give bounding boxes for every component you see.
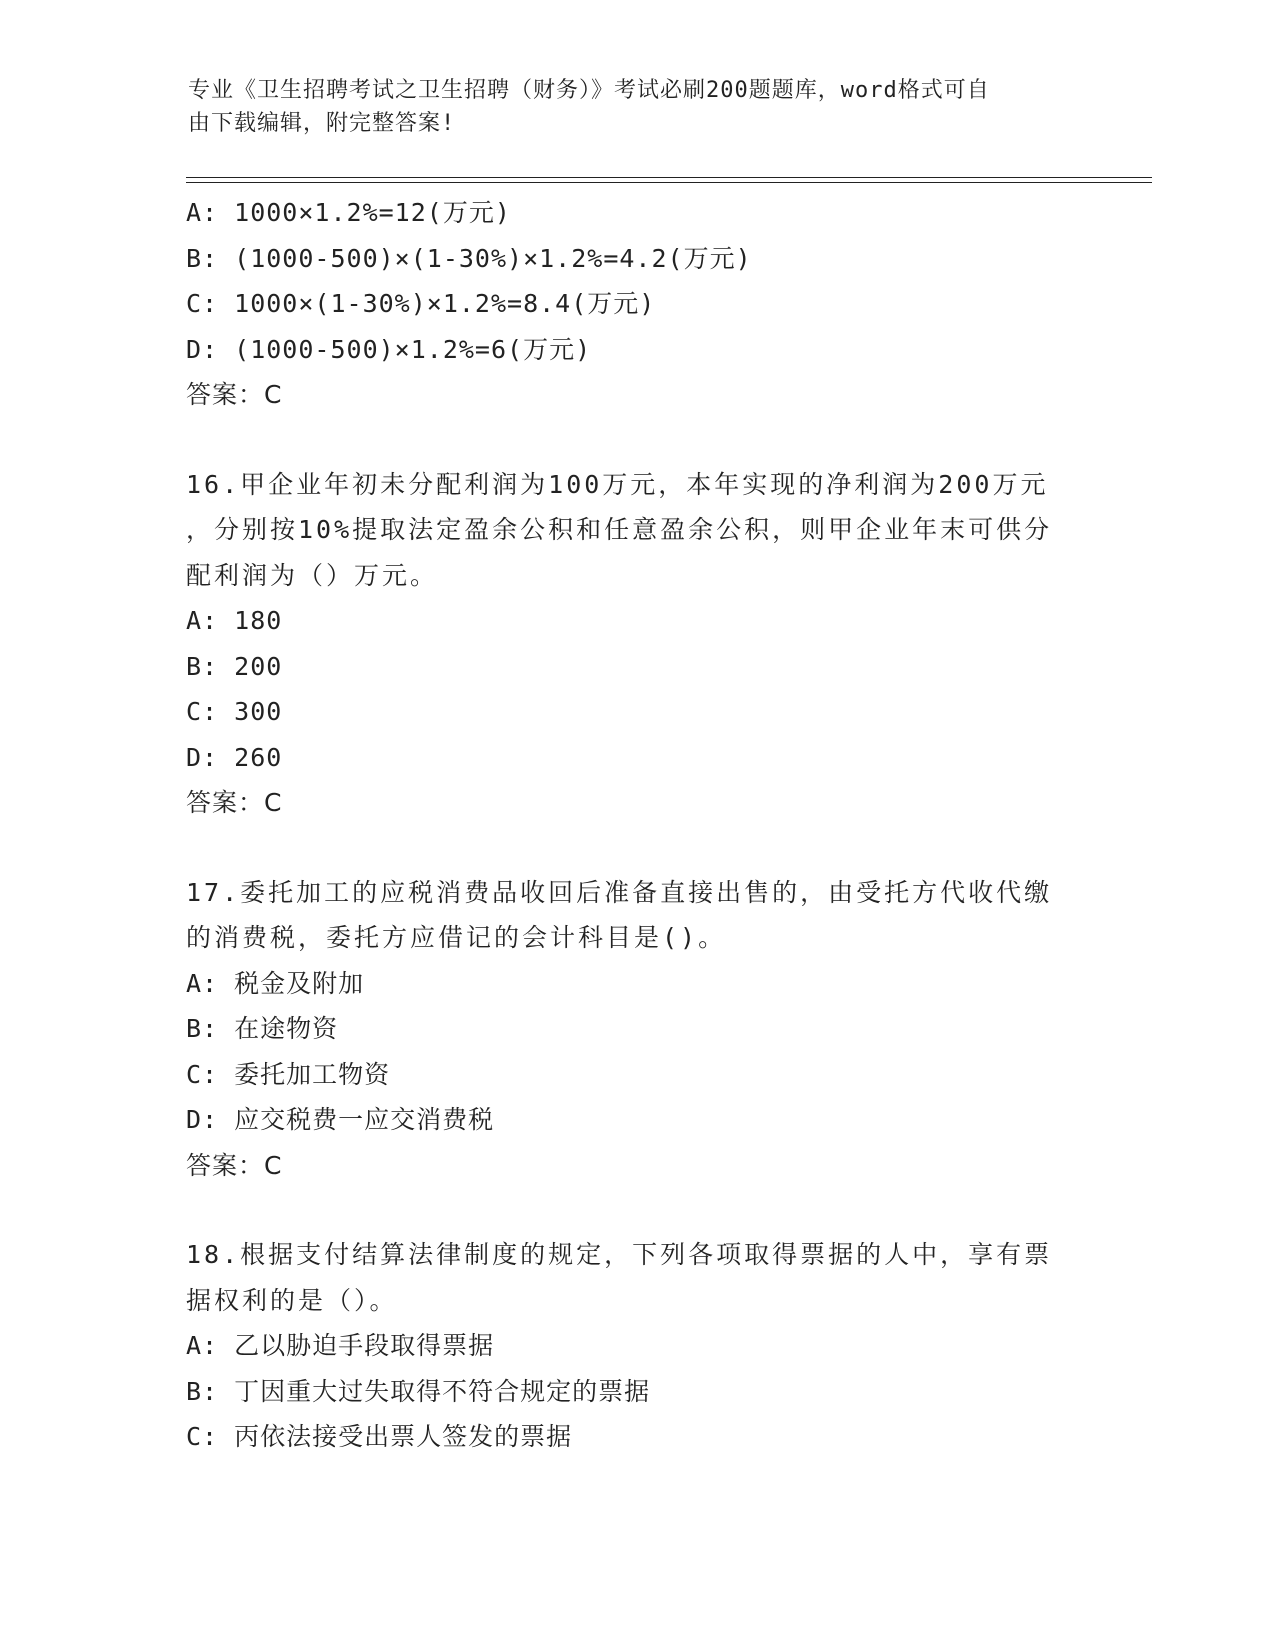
option-a: A: 乙以胁迫手段取得票据 (186, 1331, 495, 1360)
option-c: C: 300 (186, 697, 283, 726)
option-b: B: 200 (186, 651, 283, 681)
question-list (186, 190, 1086, 1460)
option-c: C: 委托加工物资 (186, 1059, 391, 1089)
option-a: A: 1000×1.2%=12(万元) (186, 198, 511, 227)
stem-line: 17.委托加工的应税消费品收回后准备直接出售的，由受托方代收代缴 (186, 877, 1053, 907)
header-divider-top (186, 177, 1152, 178)
question-stem (186, 462, 1086, 599)
question-stem (186, 1232, 1086, 1323)
question-17-block (186, 870, 1086, 1189)
option-d: D: 应交税费一应交消费税 (186, 1105, 495, 1134)
option-c: C: 丙依法接受出票人签发的票据 (186, 1422, 573, 1451)
question-stem (186, 870, 1086, 961)
header-line-1: 专业《卫生招聘考试之卫生招聘（财务）》考试必刷200题题库，word格式可自 (188, 78, 990, 103)
document-header (188, 74, 1068, 140)
option-b: B: 丁因重大过失取得不符合规定的票据 (186, 1376, 651, 1406)
stem-line: 配利润为（）万元。 (186, 560, 439, 590)
stem-line: 16.甲企业年初未分配利润为100万元，本年实现的净利润为200万元 (186, 469, 1049, 499)
answer: 答案：C (186, 788, 283, 817)
answer: 答案：C (186, 1150, 283, 1180)
option-b: B: 在途物资 (186, 1014, 339, 1043)
option-d: D: 260 (186, 742, 283, 772)
option-a: A: 税金及附加 (186, 968, 365, 998)
option-a: A: 180 (186, 606, 283, 635)
question-16-block (186, 462, 1086, 826)
header-divider-bottom (186, 182, 1152, 183)
stem-line: 18.根据支付结算法律制度的规定，下列各项取得票据的人中，享有票 (186, 1240, 1053, 1269)
option-d: D: (1000-500)×1.2%=6(万元) (186, 334, 592, 364)
question-15-block (186, 190, 1086, 418)
option-c: C: 1000×(1-30%)×1.2%=8.4(万元) (186, 289, 656, 318)
question-18-block (186, 1232, 1086, 1460)
stem-line: 据权利的是（）。 (186, 1285, 398, 1315)
option-b: B: (1000-500)×(1-30%)×1.2%=4.2(万元) (186, 243, 752, 273)
stem-line: 的消费税，委托方应借记的会计科目是()。 (186, 923, 727, 952)
header-line-2: 由下载编辑，附完整答案! (188, 111, 456, 136)
answer: 答案：C (186, 380, 283, 409)
stem-line: ，分别按10%提取法定盈余公积和任意盈余公积，则甲企业年末可供分 (186, 515, 1053, 544)
